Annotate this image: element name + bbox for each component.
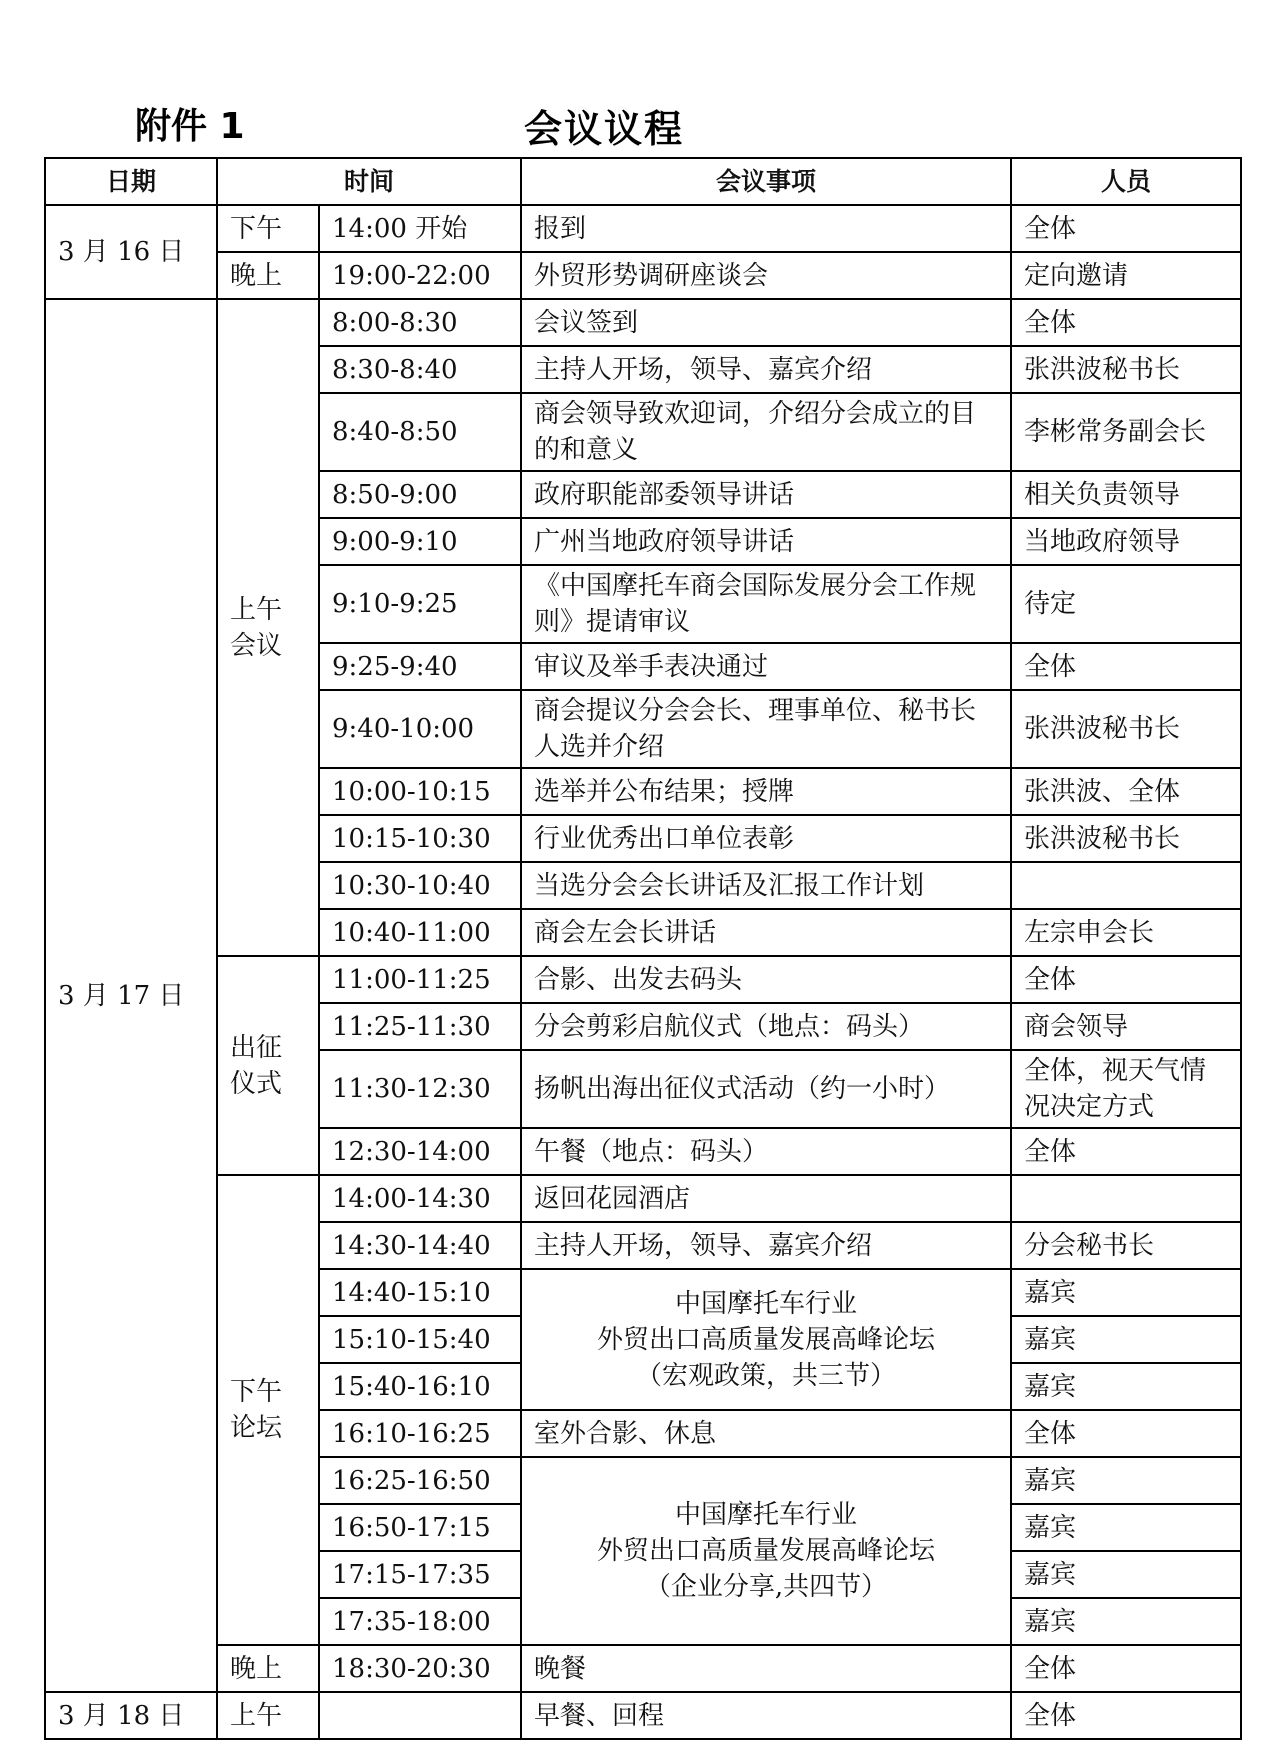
- person-cell: 商会领导: [1011, 1003, 1241, 1050]
- time-cell: 17:35-18:00: [319, 1598, 521, 1645]
- time-cell: 19:00-22:00: [319, 252, 521, 299]
- person-cell: 全体: [1011, 956, 1241, 1003]
- table-row: [45, 1175, 1241, 1222]
- item-cell: 室外合影、休息: [521, 1410, 1011, 1457]
- time-cell: 10:00-10:15: [319, 768, 521, 815]
- person-cell: 当地政府领导: [1011, 518, 1241, 565]
- table-row: [45, 956, 1241, 1003]
- item-cell: 会议签到: [521, 299, 1011, 346]
- forum-enterprise-cell: 中国摩托车行业 外贸出口高质量发展高峰论坛 （企业分享,共四节）: [521, 1457, 1011, 1645]
- period-cell: 上午 会议: [217, 299, 319, 956]
- time-cell: 8:40-8:50: [319, 393, 521, 471]
- person-cell: 张洪波秘书长: [1011, 690, 1241, 768]
- person-cell: 全体: [1011, 1128, 1241, 1175]
- item-cell: 扬帆出海出征仪式活动（约一小时）: [521, 1050, 1011, 1128]
- time-cell: 8:00-8:30: [319, 299, 521, 346]
- item-cell: 晚餐: [521, 1645, 1011, 1692]
- item-cell: 合影、出发去码头: [521, 956, 1011, 1003]
- person-cell: 嘉宾: [1011, 1269, 1241, 1316]
- time-cell: 18:30-20:30: [319, 1645, 521, 1692]
- item-cell: 行业优秀出口单位表彰: [521, 815, 1011, 862]
- person-cell: 全体: [1011, 1410, 1241, 1457]
- column-header-time: 时间: [217, 158, 521, 205]
- forum-macro-cell: 中国摩托车行业 外贸出口高质量发展高峰论坛 （宏观政策，共三节）: [521, 1269, 1011, 1410]
- person-cell: 李彬常务副会长: [1011, 393, 1241, 471]
- item-cell: 报到: [521, 205, 1011, 252]
- item-cell: 《中国摩托车商会国际发展分会工作规则》提请审议: [521, 565, 1011, 643]
- time-cell: 17:15-17:35: [319, 1551, 521, 1598]
- table-row: [45, 1645, 1241, 1692]
- column-header-item: 会议事项: [521, 158, 1011, 205]
- time-cell: 14:00-14:30: [319, 1175, 521, 1222]
- period-cell: 下午 论坛: [217, 1175, 319, 1645]
- item-cell: 外贸形势调研座谈会: [521, 252, 1011, 299]
- date-cell: 3 月 16 日: [45, 205, 217, 299]
- time-cell: 11:00-11:25: [319, 956, 521, 1003]
- column-header-person: 人员: [1011, 158, 1241, 205]
- time-cell: 11:30-12:30: [319, 1050, 521, 1128]
- time-cell: 12:30-14:00: [319, 1128, 521, 1175]
- time-cell: 9:40-10:00: [319, 690, 521, 768]
- person-cell: 分会秘书长: [1011, 1222, 1241, 1269]
- time-cell: 8:30-8:40: [319, 346, 521, 393]
- item-cell: 广州当地政府领导讲话: [521, 518, 1011, 565]
- item-cell: 午餐（地点：码头）: [521, 1128, 1011, 1175]
- person-cell: 嘉宾: [1011, 1504, 1241, 1551]
- time-cell: 11:25-11:30: [319, 1003, 521, 1050]
- person-cell: [1011, 1175, 1241, 1222]
- item-cell: 政府职能部委领导讲话: [521, 471, 1011, 518]
- person-cell: 嘉宾: [1011, 1316, 1241, 1363]
- item-cell: 审议及举手表决通过: [521, 643, 1011, 690]
- table-row: [45, 299, 1241, 346]
- table-header-row: [45, 158, 1241, 205]
- time-cell: 14:40-15:10: [319, 1269, 521, 1316]
- time-cell: 9:00-9:10: [319, 518, 521, 565]
- time-cell: 16:25-16:50: [319, 1457, 521, 1504]
- time-cell: 10:15-10:30: [319, 815, 521, 862]
- page-title: 会议议程: [524, 107, 685, 151]
- time-cell: 8:50-9:00: [319, 471, 521, 518]
- person-cell: 全体: [1011, 205, 1241, 252]
- time-cell: 10:40-11:00: [319, 909, 521, 956]
- person-cell: 相关负责领导: [1011, 471, 1241, 518]
- column-header-date: 日期: [45, 158, 217, 205]
- item-cell: 主持人开场，领导、嘉宾介绍: [521, 1222, 1011, 1269]
- person-cell: 待定: [1011, 565, 1241, 643]
- person-cell: 全体: [1011, 299, 1241, 346]
- person-cell: 嘉宾: [1011, 1363, 1241, 1410]
- person-cell: 左宗申会长: [1011, 909, 1241, 956]
- table-row: [45, 1692, 1241, 1739]
- time-cell: 16:10-16:25: [319, 1410, 521, 1457]
- date-cell: 3 月 18 日: [45, 1692, 217, 1739]
- time-cell: 14:00 开始: [319, 205, 521, 252]
- time-cell: 9:10-9:25: [319, 565, 521, 643]
- item-cell: 当选分会会长讲话及汇报工作计划: [521, 862, 1011, 909]
- period-cell: 出征 仪式: [217, 956, 319, 1175]
- person-cell: 全体: [1011, 1692, 1241, 1739]
- item-cell: 选举并公布结果；授牌: [521, 768, 1011, 815]
- item-cell: 商会左会长讲话: [521, 909, 1011, 956]
- person-cell: 嘉宾: [1011, 1598, 1241, 1645]
- time-cell: 10:30-10:40: [319, 862, 521, 909]
- period-cell: 晚上: [217, 252, 319, 299]
- item-cell: 分会剪彩启航仪式（地点：码头）: [521, 1003, 1011, 1050]
- item-cell: 早餐、回程: [521, 1692, 1011, 1739]
- agenda-table: [44, 157, 1242, 1740]
- person-cell: 全体: [1011, 643, 1241, 690]
- person-cell: 嘉宾: [1011, 1551, 1241, 1598]
- person-cell: 张洪波、全体: [1011, 768, 1241, 815]
- person-cell: 张洪波秘书长: [1011, 815, 1241, 862]
- person-cell: 嘉宾: [1011, 1457, 1241, 1504]
- person-cell: 全体，视天气情况决定方式: [1011, 1050, 1241, 1128]
- period-cell: 下午: [217, 205, 319, 252]
- person-cell: [1011, 862, 1241, 909]
- person-cell: 张洪波秘书长: [1011, 346, 1241, 393]
- time-cell: 15:40-16:10: [319, 1363, 521, 1410]
- table-row: [45, 252, 1241, 299]
- time-cell: 14:30-14:40: [319, 1222, 521, 1269]
- time-cell: 16:50-17:15: [319, 1504, 521, 1551]
- annex-label: 附件 1: [135, 106, 245, 147]
- time-cell: [319, 1692, 521, 1739]
- table-row: [45, 205, 1241, 252]
- item-cell: 主持人开场，领导、嘉宾介绍: [521, 346, 1011, 393]
- item-cell: 返回花园酒店: [521, 1175, 1011, 1222]
- time-cell: 15:10-15:40: [319, 1316, 521, 1363]
- date-cell: 3 月 17 日: [45, 299, 217, 1692]
- item-cell: 商会提议分会会长、理事单位、秘书长人选并介绍: [521, 690, 1011, 768]
- item-cell: 商会领导致欢迎词，介绍分会成立的目的和意义: [521, 393, 1011, 471]
- period-cell: 上午: [217, 1692, 319, 1739]
- person-cell: 定向邀请: [1011, 252, 1241, 299]
- time-cell: 9:25-9:40: [319, 643, 521, 690]
- person-cell: 全体: [1011, 1645, 1241, 1692]
- period-cell: 晚上: [217, 1645, 319, 1692]
